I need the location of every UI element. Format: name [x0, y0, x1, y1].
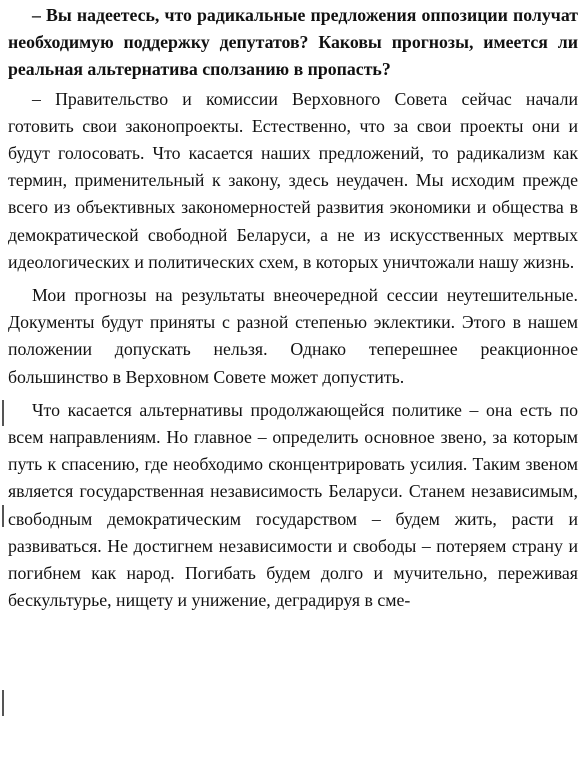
- answer-paragraph: Что касается альтернативы продолжающейся политике – она есть по всем направлениям. Но главное – определить основное звено, за которым путь к спасению, где необходимо сконцентрировать усилия. Таким звеном является государственная независимость Беларуси. Станем независимым, свободным демократическим государством – будем жить, расти и развиваться. Не достигнем независимости и свободы – потеряем страну и погибнем как народ. Погибать будем долго и мучительно, переживая бескультурье, нищету и унижение, деградируя в сме-: [8, 399, 578, 611]
- interview-question: – Вы надеетесь, что радикальные предложения оппозиции получат необходимую поддержку депутатов? Каковы прогнозы, имеется ли реальная альтернатива сползанию в пропасть?: [8, 5, 578, 80]
- document-body: [8, 2, 578, 614]
- margin-mark: [2, 690, 4, 716]
- margin-mark: [2, 400, 4, 426]
- answer-paragraph: – Правительство и комиссии Верховного Совета сейчас начали готовить свои законопроекты. Естественно, что за свои проекты они и будут голосовать. Что касается наших предложений, то радикализм как термин, применительный к закону, здесь неудачен. Мы исходим прежде всего из объективных закономерностей развития экономики и общества в демократической свободной Беларуси, а не из искусственных мертвых идеологических и политических схем, в которых уничтожали нашу жизнь.: [8, 88, 578, 272]
- margin-mark: [2, 505, 4, 527]
- answer-paragraph: Мои прогнозы на результаты внеочередной сессии неутешительные. Документы будут приняты с разной степенью эклектики. Этого в нашем положении допускать нельзя. Однако теперешнее реакционное большинство в Верховном Совете может допустить.: [8, 285, 578, 387]
